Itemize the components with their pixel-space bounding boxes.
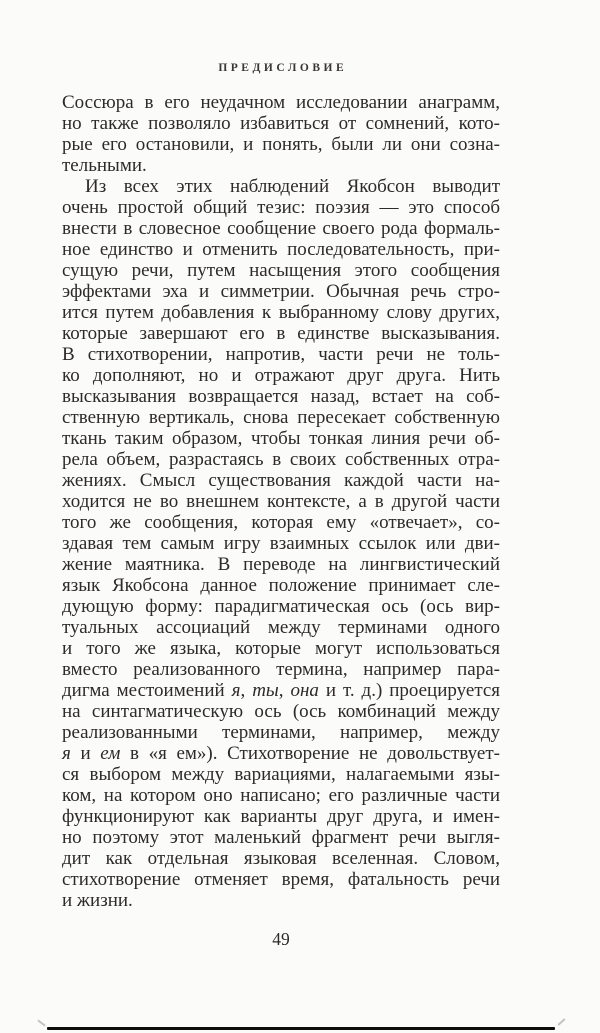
text-line: но поэтому этот маленький фрагмент речи выгля- <box>62 827 500 848</box>
text-line: Из всех этих наблюдений Якобсон выводит <box>85 176 500 197</box>
text-line: ком, на котором оно написано; его различные части <box>62 785 500 806</box>
text-line: дующую форму: парадигматическая ось (ось вир- <box>62 596 500 617</box>
text-line: ся выбором между вариациями, налагаемыми язы- <box>62 764 500 785</box>
text-line: ткань таким образом, чтобы тонкая линия речи об- <box>62 428 500 449</box>
text-line: рые его остановили, и понять, были ли они созна- <box>62 134 500 155</box>
scan-artifact-right <box>557 1018 565 1026</box>
text-line: функционируют как варианты друг друга, и имен- <box>62 806 500 827</box>
text-line: ится путем добавления к выбранному слову других, <box>62 302 500 323</box>
text-line: и того же языка, которые могут использоваться <box>62 638 500 659</box>
text-line: эффектами эха и симметрии. Обычная речь стро- <box>62 281 500 302</box>
text-line: на синтагматическую ось (ось комбинаций между <box>62 701 500 722</box>
page-number: 49 <box>272 929 290 949</box>
text-line: здавая тем самым игру взаимных ссылок или дви- <box>62 533 500 554</box>
text-line: ственную вертикаль, снова пересекает собственную <box>62 407 500 428</box>
text-line: сущую речи, путем насыщения этого сообщения <box>62 260 500 281</box>
text-line: но также позволяло избавиться от сомнений, кото- <box>62 113 500 134</box>
text-line: я и ем в «я ем»). Стихотворение не довольствует- <box>62 743 500 764</box>
text-line: язык Якобсона данное положение принимает сле- <box>62 575 500 596</box>
text-line: жениях. Смысл существования каждой части на- <box>62 470 500 491</box>
text-line: дит как отдельная языковая вселенная. Словом, <box>62 848 500 869</box>
text-line: того же сообщения, которая ему «отвечает», со- <box>62 512 500 533</box>
scan-bottom-edge-line <box>47 1027 555 1030</box>
text-line: которые завершают его в единстве высказывания. <box>62 323 500 344</box>
text-line: высказывания возвращается назад, встает на соб- <box>62 386 500 407</box>
scan-artifact-left <box>37 1019 45 1026</box>
text-line: ходится не во внешнем контексте, а в другой части <box>62 491 500 512</box>
text-line: реализованными терминами, например, между <box>62 722 500 743</box>
text-line: Соссюра в его неудачном исследовании анаграмм, <box>62 92 500 113</box>
page-body <box>62 92 500 911</box>
text-line: ное единство и отменить последовательность, при- <box>62 239 500 260</box>
text-line: жение маятника. В переводе на лингвистический <box>62 554 500 575</box>
text-line: внести в словесное сообщение своего рода формаль- <box>62 218 500 239</box>
text-line: ко дополняют, но и отражают друг друга. Нить <box>62 365 500 386</box>
text-line: вместо реализованного термина, например пара- <box>62 659 500 680</box>
text-line: стихотворение отменяет время, фатальность речи <box>62 869 500 890</box>
text-line: В стихотворении, напротив, части речи не толь- <box>62 344 500 365</box>
text-line: туальных ассоциаций между терминами одного <box>62 617 500 638</box>
text-line: очень простой общий тезис: поэзия — это способ <box>62 197 500 218</box>
text-line: и жизни. <box>62 890 133 911</box>
running-header: ПРЕДИСЛОВИЕ <box>218 62 348 74</box>
text-line: тельными. <box>62 155 147 176</box>
text-line: рела объем, разрастаясь в своих собственных отра- <box>62 449 500 470</box>
text-line: дигма местоимений я, ты, она и т. д.) проецируется <box>62 680 501 701</box>
